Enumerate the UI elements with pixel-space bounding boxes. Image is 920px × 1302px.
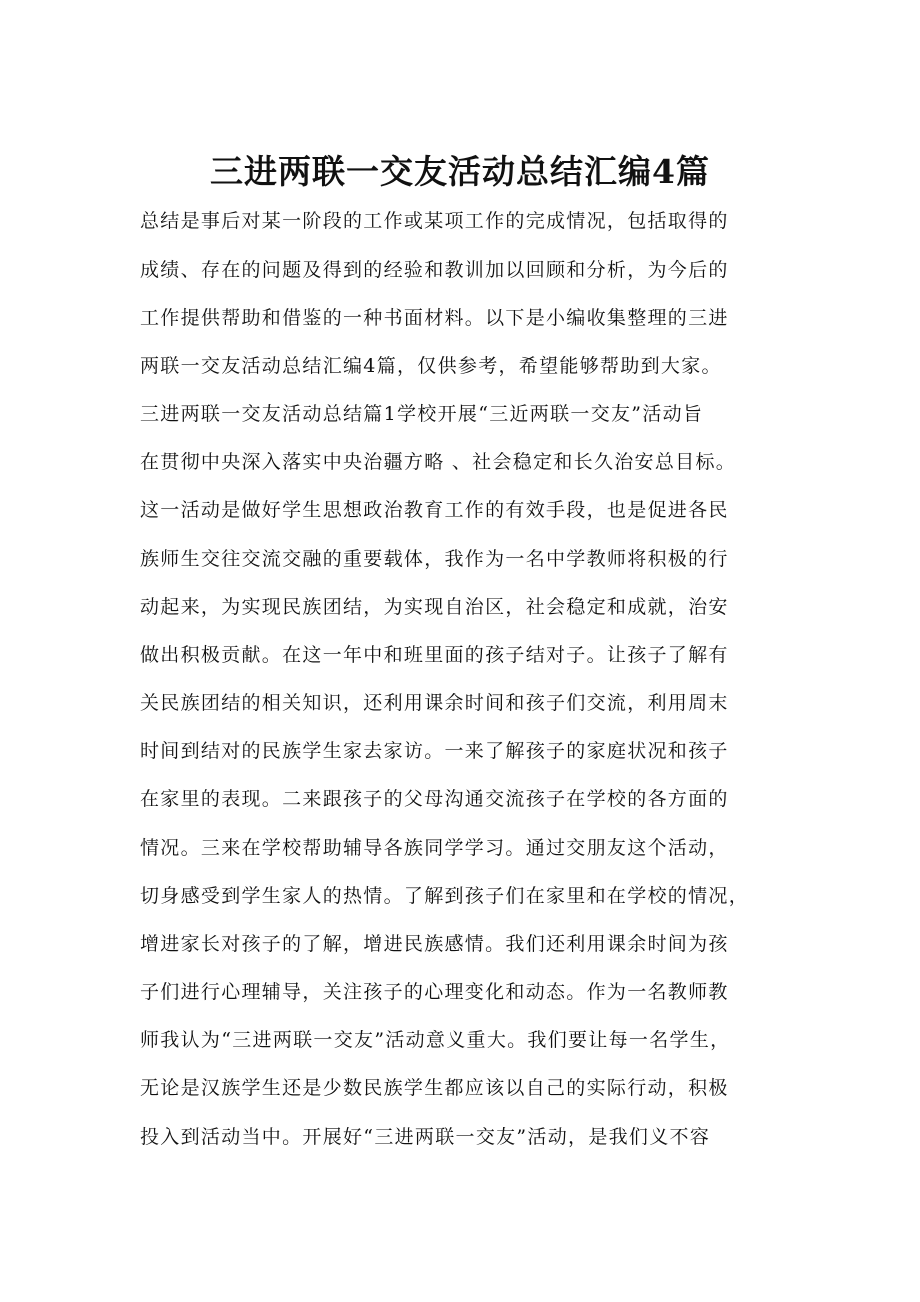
body-line: 这一活动是做好学生思想政治教育工作的有效手段，也是促进各民 bbox=[140, 499, 729, 521]
body-line: 时间到结对的民族学生家去家访。一来了解孩子的家庭状况和孩子 bbox=[140, 740, 729, 762]
body-line: 师我认为“三进两联一交友”活动意义重大。我们要让每一名学生， bbox=[140, 1029, 731, 1051]
document-title: 三进两联一交友活动总结汇编4篇 bbox=[210, 152, 710, 191]
body-line: 总结是事后对某一阶段的工作或某项工作的完成情况，包括取得的 bbox=[140, 210, 729, 232]
body-line: 动起来，为实现民族团结，为实现自治区，社会稳定和成就，治安 bbox=[140, 596, 729, 618]
body-line: 在家里的表现。二来跟孩子的父母沟通交流孩子在学校的各方面的 bbox=[140, 788, 729, 810]
body-line: 关民族团结的相关知识，还利用课余时间和孩子们交流，利用周末 bbox=[140, 692, 729, 714]
body-line: 投入到活动当中。开展好“三进两联一交友”活动，是我们义不容 bbox=[140, 1126, 711, 1148]
body-line: 在贯彻中央深入落实中央治疆方略 、社会稳定和长久治安总目标。 bbox=[140, 451, 737, 473]
body-line: 族师生交往交流交融的重要载体，我作为一名中学教师将积极的行 bbox=[140, 548, 729, 570]
body-line: 做出积极贡献。在这一年中和班里面的孩子结对子。让孩子了解有 bbox=[140, 644, 729, 666]
body-line: 两联一交友活动总结汇编4篇，仅供参考，希望能够帮助到大家。 bbox=[140, 355, 722, 377]
body-line: 切身感受到学生家人的热情。了解到孩子们在家里和在学校的情况， bbox=[140, 885, 750, 907]
body-line: 增进家长对孩子的了解，增进民族感情。我们还利用课余时间为孩 bbox=[140, 933, 729, 955]
body-line: 子们进行心理辅导，关注孩子的心理变化和动态。作为一名教师教 bbox=[140, 981, 729, 1003]
body-line: 成绩、存在的问题及得到的经验和教训加以回顾和分析，为今后的 bbox=[140, 259, 729, 281]
body-line: 无论是汉族学生还是少数民族学生都应该以自己的实际行动，积极 bbox=[140, 1077, 729, 1099]
body-line: 三进两联一交友活动总结篇1学校开展“三近两联一交友”活动旨 bbox=[140, 403, 704, 425]
body-line: 工作提供帮助和借鉴的一种书面材料。以下是小编收集整理的三进 bbox=[140, 307, 729, 329]
body-line: 情况。三来在学校帮助辅导各族同学学习。通过交朋友这个活动， bbox=[140, 837, 729, 859]
